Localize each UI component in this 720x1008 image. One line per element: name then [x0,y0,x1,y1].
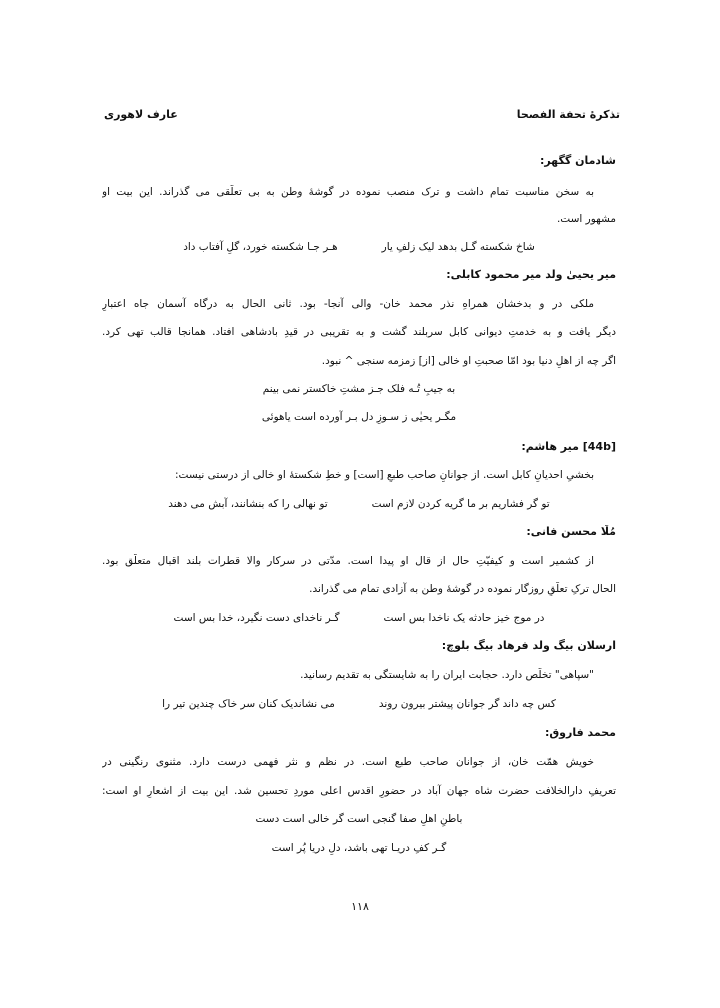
verse-couplet [102,240,616,254]
running-header-title: تذکرۀ تحفة الفصحا [516,108,620,121]
verse-line: به جیبِ تُـه فلک جـز مشتِ خاکستر نمی بینم [262,383,456,395]
entry-heading: [44b] میر هاشم: [521,440,616,453]
paragraph-line: خویش همّت خان، از جوانان صاحب طبع است. در نظم و نثر فهمی درست دارد. مثنوی رنگینی در [102,756,594,768]
verse-hemistich: می نشاندیک کنان سر خاک چندین تیر را [162,698,335,710]
verse-line: مگـر یحیٰی ز سـوزِ دل بـر آورده است یاهوئی [261,411,457,423]
verse-line: باطنِ اهلِ صفا گنجی است گر خالی است دست [255,813,463,825]
paragraph-line: دیگر یافت و به خدمتِ دیوانی کابل سربلند گشت و به تقریبی در قیدِ بادشاهی افتاد. همانجا قالب تهی کرد. [102,326,616,338]
verse-hemistich: تو گر فشاریم بر ما گریه کردن لازم است [371,498,550,510]
entry-heading: محمد فاروق: [544,726,616,739]
verse-couplet [102,611,616,625]
verse-hemistich: گـر ناخدای دست نگیرد، خدا بس است [173,612,340,624]
verse-hemistich: تو نهالی را که بنشانند، آبش می دهند [168,498,328,510]
running-header-author: عارف لاهوری [104,108,178,121]
verse-hemistich: شاخ شکسته گـل بدهد لیک زلفِ یار [381,241,535,253]
page-number: ۱۱۸ [351,900,369,913]
entry-heading: مُلّا محسن فانی: [526,525,616,538]
paragraph-line: از کشمیر است و کیفیّتِ حال از قال او پیدا است. مدّتی در سرکار والا قطرات بلند اقبال متعلّق بود. [102,555,594,567]
entry-heading: میر یحییٰ ولد میر محمود کابلی: [446,268,616,281]
verse-hemistich: کس چه داند گر جوانان پیشتر بیرون روند [378,698,556,710]
verse-couplet [102,697,616,711]
paragraph-line: الحال ترکِ تعلّقِ روزگار نموده در گوشۀ وطن به آزادی تمام می گذراند. [309,583,616,595]
verse-hemistich: در موج خیز حادثه یک ناخدا بس است [383,612,545,624]
paragraph-line: ملکی در و بدخشان همراهِ نذر محمد خان- والی آنجا- بود. ثانی الحال به درگاه آسمان جاه اعتبارِ [102,298,594,310]
paragraph-line: مشهور است. [556,213,616,225]
paragraph-line: اگر چه از اهلِ دنیا بود امّا صحبتِ او خالی [از] زمزمه سنجی ^ نبود. [321,355,616,367]
entry-heading: ارسلان بیگ ولد فرهاد بیگ بلوچ: [441,639,616,652]
paragraph-line: به سخن مناسبت تمام داشت و ترک منصب نموده در گوشۀ وطن به بی تعلّقی می گذراند. این بیت او [102,186,594,198]
verse-line: گـر کفِ دریـا تهی باشد، دلِ دریا پُر است [271,842,447,854]
paragraph-line: بخشیِ احدیانِ کابل است. از جوانانِ صاحب طبعِ [است] و خطِ شکستۀ او خالی از درستی نیست: [175,469,594,481]
paragraph-line: تعریفِ دارالخلافت حضرت شاه جهان آباد در حضورِ اقدس اعلی موردِ تحسین شد. این بیت از اشعارِ او است: [102,785,616,797]
verse-couplet [102,497,616,511]
entry-heading: شادمان گگهر: [539,154,616,167]
paragraph-line: "سپاهی" تخلّص دارد. حجابت ایران را به شایستگی به تقدیم رسانید. [300,669,594,681]
verse-hemistich: هـر جـا شکسته خورد، گلِ آفتاب داد [183,241,338,253]
